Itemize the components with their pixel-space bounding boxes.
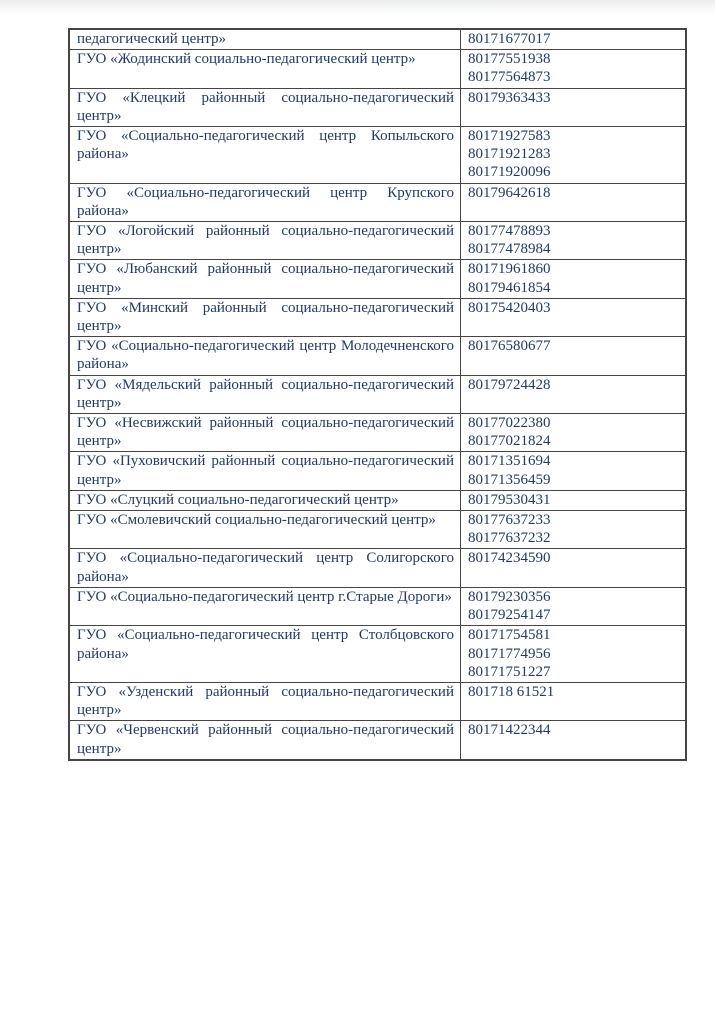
org-name-cell: педагогический центр» xyxy=(69,29,461,50)
org-name-cell: ГУО «Жодинский социально-педагогический центр» xyxy=(69,50,461,88)
table-row xyxy=(69,337,686,375)
org-name-cell: ГУО «Социально-педагогический центр Солигорского района» xyxy=(69,549,461,587)
phone-cell xyxy=(461,587,687,625)
table-row xyxy=(69,88,686,126)
org-phone-table xyxy=(68,28,687,761)
page-top-shadow xyxy=(0,0,715,14)
org-name-cell: ГУО «Минский районный социально-педагогический центр» xyxy=(69,298,461,336)
phone-number: 80171751227 xyxy=(468,663,551,680)
table-row xyxy=(69,587,686,625)
phone-cell xyxy=(461,50,687,88)
phone-number: 80177637232 xyxy=(468,530,551,547)
phone-cell xyxy=(461,88,687,126)
org-name-cell: ГУО «Социально-педагогический центр Крупского района» xyxy=(69,183,461,221)
phone-number: 80174234590 xyxy=(468,550,551,567)
phone-cell xyxy=(461,490,687,510)
phone-number: 80177022380 xyxy=(468,415,551,432)
phone-cell xyxy=(461,375,687,413)
phone-number: 80176580677 xyxy=(468,338,551,355)
phone-cell xyxy=(461,127,687,184)
table-row xyxy=(69,50,686,88)
table-row xyxy=(69,452,686,490)
table-row xyxy=(69,375,686,413)
phone-cell xyxy=(461,183,687,221)
phone-cell xyxy=(461,626,687,683)
org-name-cell: ГУО «Любанский районный социально-педагогический центр» xyxy=(69,260,461,298)
phone-number: 80179254147 xyxy=(468,607,551,624)
phone-number: 80179461854 xyxy=(468,279,551,296)
phone-number: 80179230356 xyxy=(468,588,551,605)
phone-number: 80171351694 xyxy=(468,453,551,470)
table-row xyxy=(69,298,686,336)
org-name-cell: ГУО «Социально-педагогический центр г.Старые Дороги» xyxy=(69,587,461,625)
table-row xyxy=(69,626,686,683)
table-row xyxy=(69,414,686,452)
phone-number: 80171774956 xyxy=(468,645,551,662)
phone-number: 80171356459 xyxy=(468,471,551,488)
org-name-cell: ГУО «Социально-педагогический центр Молодечненского района» xyxy=(69,337,461,375)
phone-cell xyxy=(461,337,687,375)
phone-number: 80177478893 xyxy=(468,223,551,240)
phone-cell xyxy=(461,549,687,587)
org-name-cell: ГУО «Пуховичский районный социально-педагогический центр» xyxy=(69,452,461,490)
table-row xyxy=(69,682,686,720)
phone-number: 80175420403 xyxy=(468,299,551,316)
org-name-cell: ГУО «Мядельский районный социально-педагогический центр» xyxy=(69,375,461,413)
org-name-cell: ГУО «Несвижский районный социально-педагогический центр» xyxy=(69,414,461,452)
phone-number: 80171961860 xyxy=(468,261,551,278)
org-name-cell: ГУО «Социально-педагогический центр Копыльского района» xyxy=(69,127,461,184)
phone-number: 80179724428 xyxy=(468,376,551,393)
table-row xyxy=(69,511,686,549)
table-row xyxy=(69,260,686,298)
phone-cell xyxy=(461,414,687,452)
table-row xyxy=(69,29,686,50)
phone-number: 80179530431 xyxy=(468,491,551,508)
org-name-cell: ГУО «Узденский районный социально-педагогический центр» xyxy=(69,682,461,720)
phone-number: 80177021824 xyxy=(468,433,551,450)
table-row xyxy=(69,721,686,760)
table-row xyxy=(69,183,686,221)
phone-cell xyxy=(461,452,687,490)
phone-number: 80171422344 xyxy=(468,722,551,739)
phone-cell xyxy=(461,222,687,260)
table-row xyxy=(69,549,686,587)
table-row xyxy=(69,490,686,510)
phone-number: 80171921283 xyxy=(468,146,551,163)
org-name-cell: ГУО «Смолевичский социально-педагогический центр» xyxy=(69,511,461,549)
phone-number: 80177564873 xyxy=(468,69,551,86)
phone-number: 80171677017 xyxy=(468,31,551,47)
phone-number: 80177551938 xyxy=(468,51,551,68)
phone-cell xyxy=(461,298,687,336)
org-name-cell: ГУО «Логойский районный социально-педагогический центр» xyxy=(69,222,461,260)
org-name-cell: ГУО «Клецкий районный социально-педагогический центр» xyxy=(69,88,461,126)
phone-number: 801718 61521 xyxy=(468,683,555,700)
table-row xyxy=(69,222,686,260)
org-name-cell: ГУО «Слуцкий социально-педагогический центр» xyxy=(69,490,461,510)
org-name-cell: ГУО «Червенский районный социально-педагогический центр» xyxy=(69,721,461,760)
phone-cell xyxy=(461,29,687,50)
org-name-cell: ГУО «Социально-педагогический центр Столбцовского района» xyxy=(69,626,461,683)
table-row xyxy=(69,127,686,184)
phone-number: 80171920096 xyxy=(468,164,551,181)
phone-cell xyxy=(461,721,687,760)
phone-number: 80171754581 xyxy=(468,627,551,644)
phone-number: 80177637233 xyxy=(468,512,551,529)
phone-number: 80177478984 xyxy=(468,241,551,258)
phone-number: 80171927583 xyxy=(468,128,551,145)
phone-number: 80179363433 xyxy=(468,89,551,106)
phone-cell xyxy=(461,682,687,720)
phone-number: 80179642618 xyxy=(468,184,551,201)
phone-cell xyxy=(461,511,687,549)
phone-cell xyxy=(461,260,687,298)
org-phone-table-body xyxy=(69,29,686,760)
